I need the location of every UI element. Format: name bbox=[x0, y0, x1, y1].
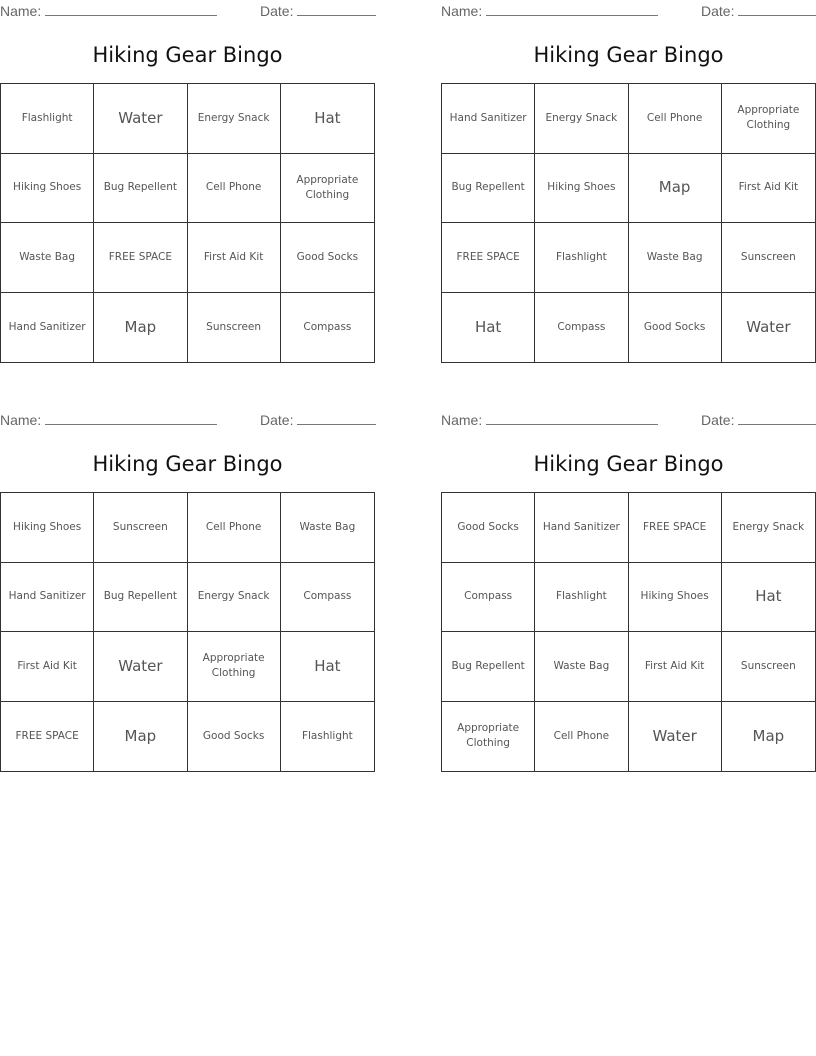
bingo-cell[interactable]: Hiking Shoes bbox=[1, 154, 94, 224]
bingo-grid bbox=[441, 83, 816, 363]
bingo-cell[interactable]: FREE SPACE bbox=[94, 223, 187, 293]
bingo-cell[interactable]: Hat bbox=[281, 84, 374, 154]
bingo-cell[interactable]: Appropriate Clothing bbox=[281, 154, 374, 224]
bingo-cell[interactable]: Flashlight bbox=[535, 563, 628, 633]
bingo-cell[interactable]: Compass bbox=[303, 320, 352, 333]
bingo-cell[interactable]: Appropriate Clothing bbox=[442, 702, 535, 772]
bingo-cell[interactable]: Sunscreen bbox=[722, 223, 815, 293]
date-field[interactable] bbox=[701, 2, 816, 20]
date-field[interactable] bbox=[260, 411, 376, 429]
bingo-cell[interactable]: Compass bbox=[281, 563, 374, 633]
name-blank-line[interactable] bbox=[45, 2, 217, 16]
name-field[interactable] bbox=[0, 411, 217, 429]
bingo-cell[interactable]: Flashlight bbox=[1, 84, 94, 154]
name-field[interactable] bbox=[441, 2, 658, 20]
date-label: Date: bbox=[701, 3, 735, 19]
bingo-cell[interactable]: Hat bbox=[442, 293, 535, 363]
bingo-cell[interactable]: Map bbox=[94, 702, 187, 772]
card-title: Hiking Gear Bingo bbox=[533, 43, 724, 67]
bingo-cell[interactable]: Good Socks bbox=[281, 223, 374, 293]
bingo-card bbox=[0, 409, 375, 773]
name-label: Name: bbox=[441, 412, 483, 428]
bingo-cell[interactable]: FREE SPACE bbox=[442, 223, 535, 293]
bingo-cell[interactable]: Bug Repellent bbox=[442, 154, 535, 224]
name-blank-line[interactable] bbox=[486, 2, 658, 16]
bingo-cell[interactable]: Hand Sanitizer bbox=[535, 493, 628, 563]
bingo-grid bbox=[441, 492, 816, 772]
name-label: Name: bbox=[0, 3, 42, 19]
bingo-cell[interactable]: Hiking Shoes bbox=[629, 563, 722, 633]
bingo-cell[interactable]: Water bbox=[746, 317, 791, 336]
bingo-cell[interactable]: Map bbox=[629, 154, 722, 224]
bingo-cell[interactable]: Map bbox=[752, 726, 785, 745]
bingo-cell[interactable]: Waste Bag bbox=[535, 632, 628, 702]
bingo-cell[interactable]: Sunscreen bbox=[188, 293, 281, 363]
date-blank-line[interactable] bbox=[297, 2, 376, 16]
bingo-cell[interactable]: Flashlight bbox=[535, 223, 628, 293]
date-label: Date: bbox=[701, 412, 735, 428]
bingo-cell[interactable]: Energy Snack bbox=[188, 563, 281, 633]
bingo-cell[interactable]: Water bbox=[94, 632, 187, 702]
bingo-cell[interactable]: Water bbox=[94, 84, 187, 154]
date-label: Date: bbox=[260, 412, 294, 428]
name-field[interactable] bbox=[0, 2, 217, 20]
card-title: Hiking Gear Bingo bbox=[92, 452, 283, 476]
bingo-grid bbox=[0, 492, 375, 772]
bingo-cell[interactable]: Flashlight bbox=[301, 729, 353, 742]
name-field[interactable] bbox=[441, 411, 658, 429]
date-blank-line[interactable] bbox=[738, 411, 816, 425]
bingo-cell[interactable]: Map bbox=[94, 293, 187, 363]
name-blank-line[interactable] bbox=[486, 411, 658, 425]
bingo-cell[interactable]: Good Socks bbox=[188, 702, 281, 772]
bingo-cell[interactable]: Hiking Shoes bbox=[1, 493, 94, 563]
bingo-cell[interactable]: Hand Sanitizer bbox=[1, 563, 94, 633]
bingo-cell[interactable]: Waste Bag bbox=[1, 223, 94, 293]
bingo-cell[interactable]: Hiking Shoes bbox=[535, 154, 628, 224]
bingo-grid bbox=[0, 83, 375, 363]
bingo-cell[interactable]: Hat bbox=[722, 563, 815, 633]
date-field[interactable] bbox=[701, 411, 816, 429]
date-field[interactable] bbox=[260, 2, 376, 20]
date-label: Date: bbox=[260, 3, 294, 19]
bingo-cell[interactable]: Cell Phone bbox=[629, 84, 722, 154]
bingo-cell[interactable]: Bug Repellent bbox=[94, 563, 187, 633]
name-label: Name: bbox=[441, 3, 483, 19]
bingo-card bbox=[441, 409, 816, 773]
card-title: Hiking Gear Bingo bbox=[92, 43, 283, 67]
bingo-cell[interactable]: Cell Phone bbox=[188, 493, 281, 563]
bingo-cell[interactable]: Compass bbox=[442, 563, 535, 633]
bingo-cell[interactable]: Cell Phone bbox=[535, 702, 628, 772]
bingo-cell[interactable]: Bug Repellent bbox=[442, 632, 535, 702]
name-label: Name: bbox=[0, 412, 42, 428]
card-title: Hiking Gear Bingo bbox=[533, 452, 724, 476]
bingo-cell[interactable]: Sunscreen bbox=[94, 493, 187, 563]
bingo-card bbox=[0, 0, 375, 364]
bingo-card bbox=[441, 0, 816, 364]
bingo-cell[interactable]: First Aid Kit bbox=[188, 223, 281, 293]
bingo-cell[interactable]: Energy Snack bbox=[188, 84, 281, 154]
bingo-cell[interactable]: Good Socks bbox=[442, 493, 535, 563]
bingo-cell[interactable]: Good Socks bbox=[629, 293, 722, 363]
bingo-cell[interactable]: Bug Repellent bbox=[94, 154, 187, 224]
bingo-cell[interactable]: Sunscreen bbox=[722, 632, 815, 702]
bingo-cell[interactable]: First Aid Kit bbox=[629, 632, 722, 702]
bingo-cell[interactable]: FREE SPACE bbox=[1, 702, 94, 772]
bingo-cell[interactable]: First Aid Kit bbox=[722, 154, 815, 224]
bingo-cell[interactable]: Water bbox=[629, 702, 722, 772]
name-blank-line[interactable] bbox=[45, 411, 217, 425]
bingo-cell[interactable]: Energy Snack bbox=[722, 493, 815, 563]
bingo-cell[interactable]: Waste Bag bbox=[629, 223, 722, 293]
bingo-cell[interactable]: Appropriate Clothing bbox=[188, 632, 281, 702]
bingo-cell[interactable]: Hand Sanitizer bbox=[1, 293, 94, 363]
bingo-cell[interactable]: Hand Sanitizer bbox=[442, 84, 535, 154]
bingo-cell[interactable]: Appropriate Clothing bbox=[722, 84, 815, 154]
bingo-cell[interactable]: Waste Bag bbox=[281, 493, 374, 563]
bingo-cell[interactable]: FREE SPACE bbox=[629, 493, 722, 563]
bingo-cell[interactable]: Hat bbox=[281, 632, 374, 702]
date-blank-line[interactable] bbox=[738, 2, 816, 16]
bingo-cell[interactable]: First Aid Kit bbox=[1, 632, 94, 702]
bingo-cell[interactable]: Compass bbox=[535, 293, 628, 363]
date-blank-line[interactable] bbox=[297, 411, 376, 425]
bingo-cell[interactable]: Energy Snack bbox=[535, 84, 628, 154]
bingo-cell[interactable]: Cell Phone bbox=[188, 154, 281, 224]
